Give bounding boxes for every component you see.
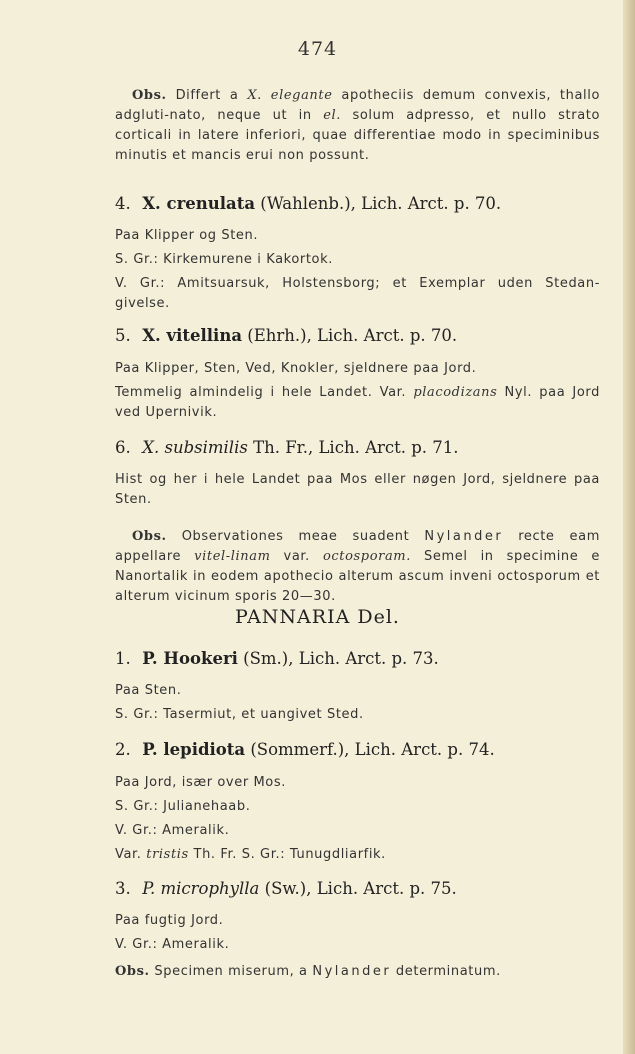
pannaria-body-3: Paa fugtig Jord. V. Gr.: Ameralik. [115, 913, 230, 952]
entry-heading-5: 5. X. vitellina (Ehrh.), Lich. Arct. p. 70. [115, 326, 458, 345]
species-name: X. crenulata [142, 194, 256, 213]
species-name: P. lepidiota [142, 740, 246, 759]
pannaria-heading-3: 3. P. microphylla (Sw.), Lich. Arct. p. 75. [115, 879, 457, 898]
obs-paragraph-1: Obs. Differt a X. elegante apotheciis demum convexis, thallo adgluti-nato, neque ut in el. solum adpresso, et nullo strato corticali in latere inferiori, quae differentiae modo in speciminibus minutis et mancis erui non possunt. [115, 88, 601, 163]
entry-body-6: Hist og her i hele Landet paa Mos eller nøgen Jord, sjeldnere paa Sten. [115, 472, 600, 507]
pannaria-heading-2: 2. P. lepidiota (Sommerf.), Lich. Arct. p. 74. [115, 740, 495, 759]
species-name: P. Hookeri [142, 649, 238, 668]
entry-body-4: Paa Klipper og Sten. S. Gr.: Kirkemurene i Kakortok. V. Gr.: Amitsuarsuk, Holstensborg; et Exemplar uden Stedan-givelse. [115, 228, 600, 311]
obs-paragraph-3: Obs. Specimen miserum, a Nylander determinatum. [115, 964, 501, 979]
pannaria-body-2: Paa Jord, især over Mos. S. Gr.: Julianehaab. V. Gr.: Ameralik. Var. tristis Th. Fr. S. Gr.: Tunugdliarfik. [115, 775, 386, 862]
entry-heading-4: 4. X. crenulata (Wahlenb.), Lich. Arct. p. 70. [115, 194, 502, 213]
page-edge [623, 0, 635, 1054]
pannaria-body-1: Paa Sten. S. Gr.: Tasermiut, et uangivet Sted. [115, 683, 364, 722]
entry-heading-6: 6. X. subsimilis Th. Fr., Lich. Arct. p. 71. [115, 438, 459, 457]
pannaria-heading-1: 1. P. Hookeri (Sm.), Lich. Arct. p. 73. [115, 649, 439, 668]
section-title: PANNARIA Del. [235, 606, 400, 628]
entry-body-5: Paa Klipper, Sten, Ved, Knokler, sjeldnere paa Jord. Temmelig almindelig i hele Landet. Var. placodizans Nyl. paa Jord ved Upernivik. [115, 361, 600, 420]
species-name: X. vitellina [142, 326, 243, 345]
species-name: P. microphylla [142, 879, 260, 898]
species-name: X. subsimilis [142, 438, 248, 457]
obs-label: Obs. [132, 88, 167, 103]
page-number: 474 [297, 38, 338, 60]
obs-paragraph-2: Obs. Observationes meae suadent Nylander recte eam appellare vitel-linam var. octosporam. Semel in specimine e Nanortalik in eodem apothecio alterum ascum inveni octosporum et alterum vicinum sporis 20—30. [115, 529, 601, 604]
